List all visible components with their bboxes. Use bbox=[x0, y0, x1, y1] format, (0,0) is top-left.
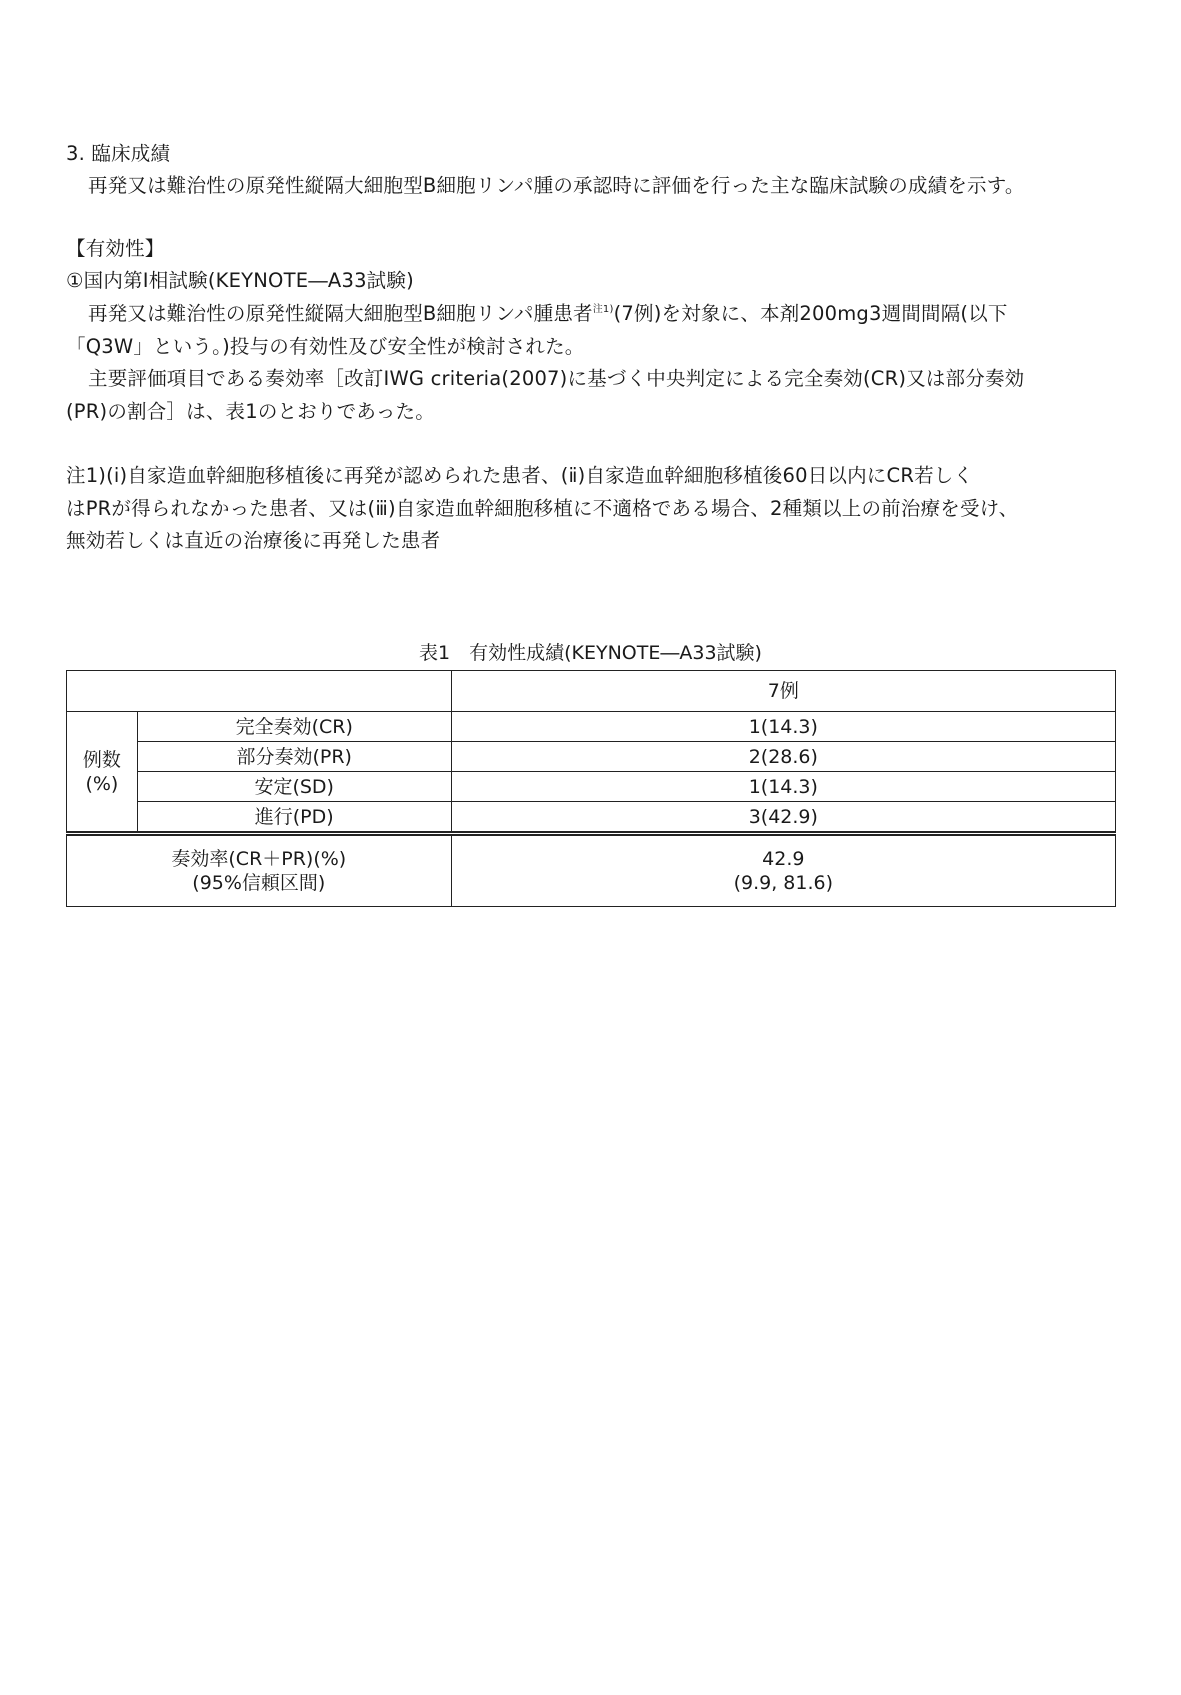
summary-value-line-2: (9.9, 81.6) bbox=[733, 872, 834, 894]
row-value: 1(14.3) bbox=[451, 772, 1115, 802]
table-row bbox=[67, 802, 1116, 834]
study-paragraph-2-line-1: 主要評価項目である奏効率［改訂IWG criteria(2007)に基づく中央判定による完全奏効(CR)又は部分奏効 bbox=[88, 367, 1025, 390]
summary-label-line-2: (95%信頼区間) bbox=[192, 872, 326, 894]
study-paragraph-1-line-1 bbox=[88, 301, 1138, 327]
efficacy-heading: 【有効性】 bbox=[66, 237, 165, 260]
footnote-reference: 注1) bbox=[592, 304, 614, 315]
table-row bbox=[67, 742, 1116, 772]
study-paragraph-1-text-a: 再発又は難治性の原発性縦隔大細胞型B細胞リンパ腫患者 bbox=[88, 302, 593, 325]
summary-label-line-1: 奏効率(CR＋PR)(%) bbox=[171, 848, 347, 870]
summary-value-line-1: 42.9 bbox=[762, 848, 805, 870]
study-paragraph-1-text-b: (7例)を対象に、本剤200mg3週間間隔(以下 bbox=[613, 302, 1008, 325]
table-header-row bbox=[67, 671, 1116, 712]
table-summary-row bbox=[67, 834, 1116, 907]
summary-value bbox=[451, 834, 1115, 907]
row-value: 3(42.9) bbox=[451, 802, 1115, 834]
intro-paragraph: 再発又は難治性の原発性縦隔大細胞型B細胞リンパ腫の承認時に評価を行った主な臨床試験の成績を示す。 bbox=[88, 174, 1025, 197]
summary-label bbox=[67, 834, 452, 907]
efficacy-results-table bbox=[66, 670, 1116, 907]
table-group-label bbox=[67, 712, 138, 834]
row-label: 部分奏効(PR) bbox=[137, 742, 451, 772]
group-label-line-2: (%) bbox=[85, 772, 119, 795]
study-paragraph-2-line-2: (PR)の割合］は、表1のとおりであった。 bbox=[66, 400, 435, 423]
group-label-line-1: 例数 bbox=[82, 748, 121, 771]
table-column-header: 7例 bbox=[451, 671, 1115, 712]
study-paragraph-1-line-2: 「Q3W」という。)投与の有効性及び安全性が検討された。 bbox=[66, 335, 585, 358]
row-value: 2(28.6) bbox=[451, 742, 1115, 772]
row-label: 進行(PD) bbox=[137, 802, 451, 834]
table-caption: 表1 有効性成績(KEYNOTE―A33試験) bbox=[419, 642, 762, 664]
study-title: ①国内第Ⅰ相試験(KEYNOTE―A33試験) bbox=[66, 269, 414, 292]
section-heading: 3. 臨床成績 bbox=[66, 142, 171, 165]
row-label: 完全奏効(CR) bbox=[137, 712, 451, 742]
table-header-empty-cell bbox=[67, 671, 452, 712]
row-label: 安定(SD) bbox=[137, 772, 451, 802]
footnote-line-1: 注1)(ⅰ)自家造血幹細胞移植後に再発が認められた患者、(ⅱ)自家造血幹細胞移植後60日以内にCR若しく bbox=[66, 464, 974, 487]
row-value: 1(14.3) bbox=[451, 712, 1115, 742]
table-row bbox=[67, 772, 1116, 802]
footnote-line-3: 無効若しくは直近の治療後に再発した患者 bbox=[66, 529, 441, 552]
footnote-line-2: はPRが得られなかった患者、又は(ⅲ)自家造血幹細胞移植に不適格である場合、2種類以上の前治療を受け、 bbox=[66, 497, 1019, 520]
table-row bbox=[67, 712, 1116, 742]
